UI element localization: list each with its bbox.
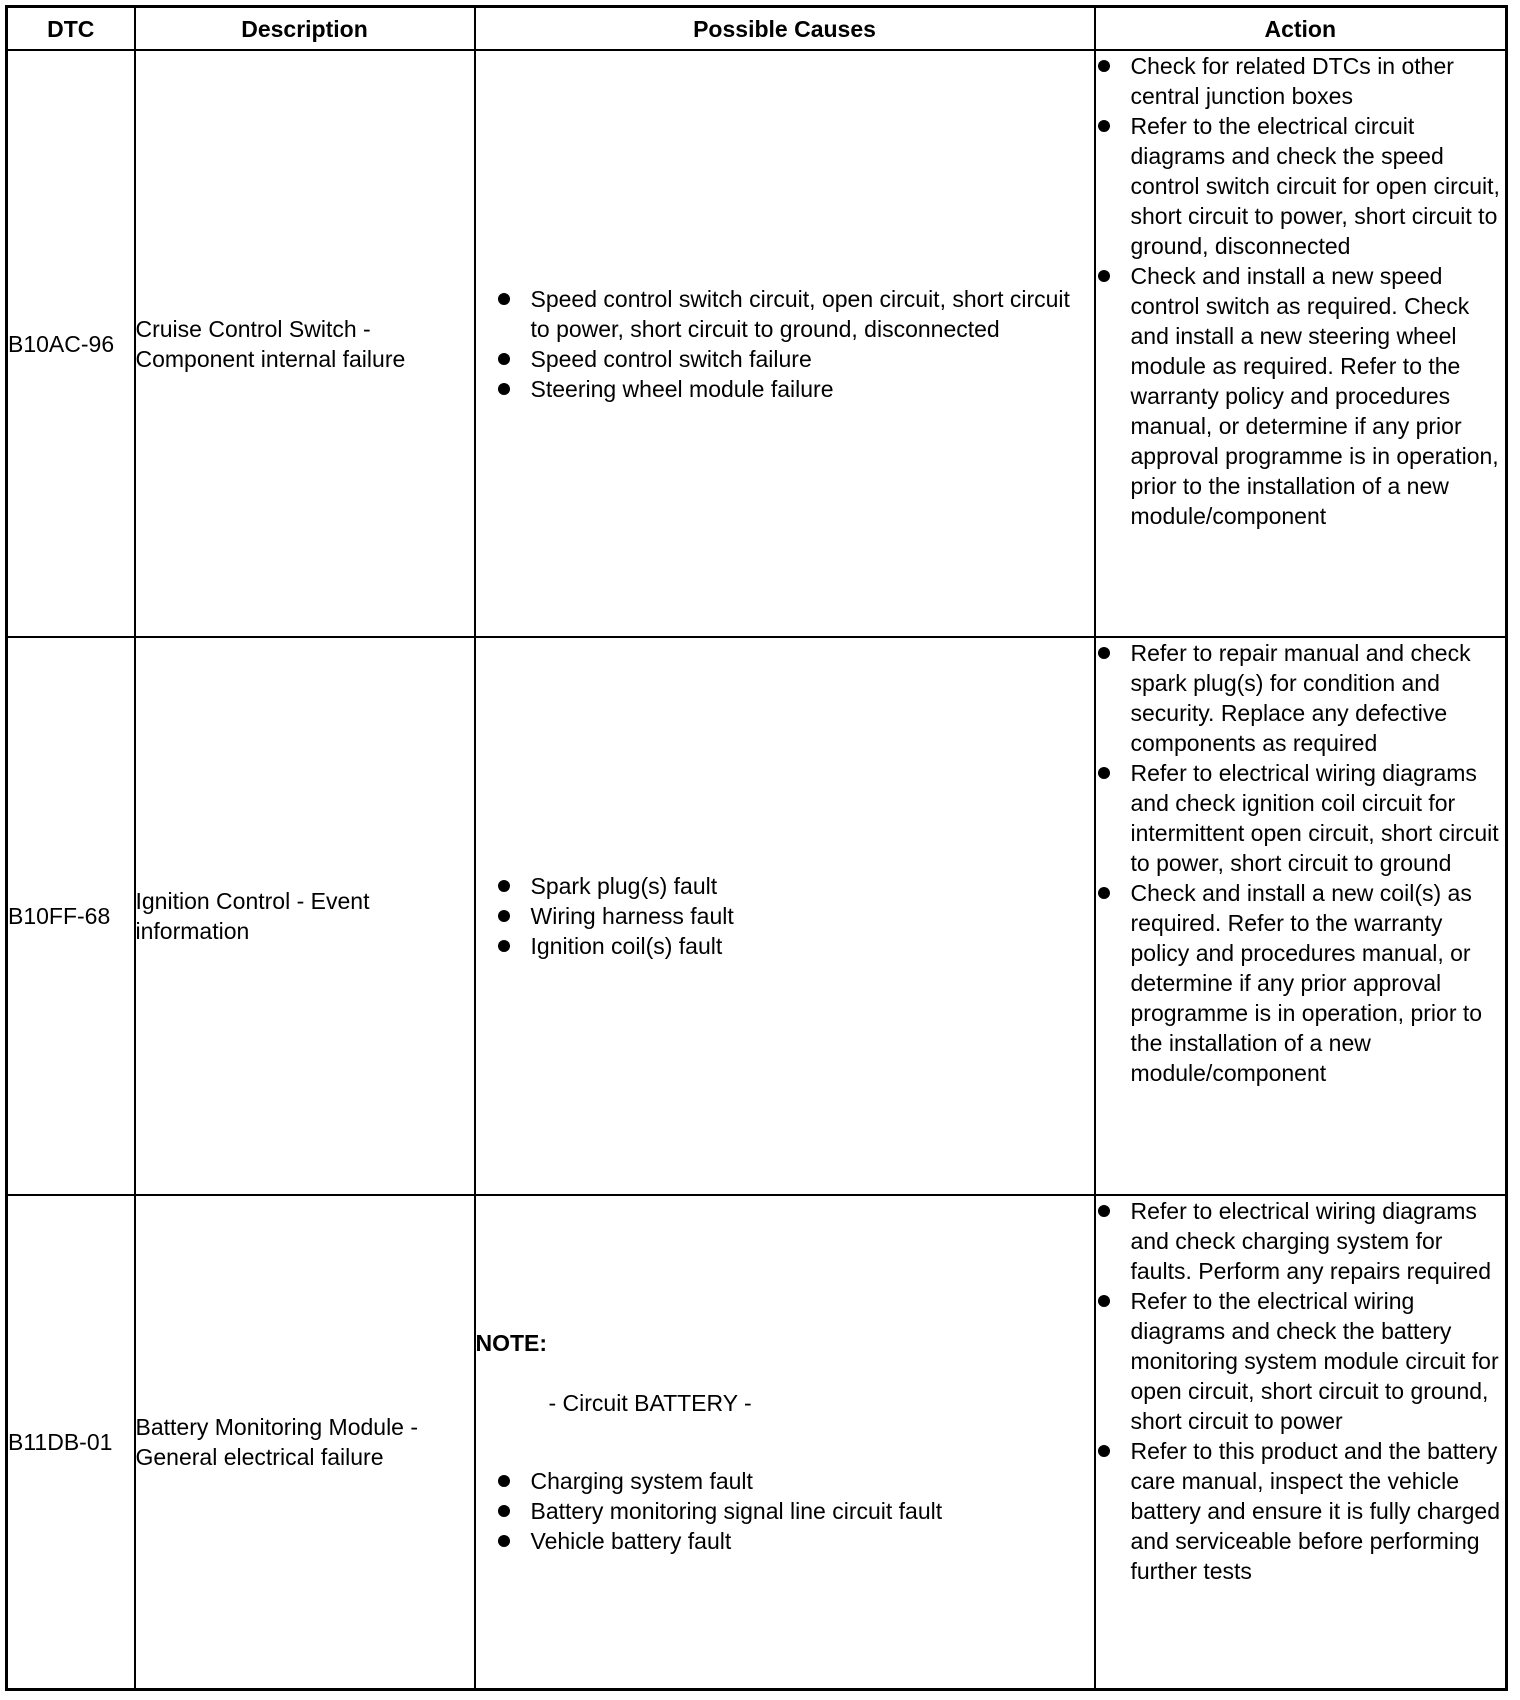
cause-item: Ignition coil(s) fault <box>496 931 1094 961</box>
action-item: Refer to repair manual and check spark plug(s) for condition and security. Replace any defective components as required <box>1096 638 1506 758</box>
possible-causes <box>475 1195 1095 1690</box>
cause-item: Speed control switch circuit, open circuit, short circuit to power, short circuit to ground, disconnected <box>496 284 1094 344</box>
action-item: Refer to the electrical circuit diagrams and check the speed control switch circuit for open circuit, short circuit to power, short circuit to ground, disconnected <box>1096 111 1506 261</box>
actions <box>1095 1195 1507 1690</box>
table-row <box>7 637 1507 1195</box>
action-item: Check and install a new coil(s) as required. Refer to the warranty policy and procedures manual, or determine if any prior approval programme is in operation, prior to the installation of a new module/component <box>1096 878 1506 1088</box>
header-possible-causes: Possible Causes <box>475 7 1095 51</box>
actions <box>1095 637 1507 1195</box>
table-row <box>7 1195 1507 1690</box>
cause-item: Battery monitoring signal line circuit fault <box>496 1496 1094 1526</box>
note-label: NOTE: <box>475 1330 548 1356</box>
header-action: Action <box>1095 7 1507 51</box>
header-dtc: DTC <box>7 7 135 51</box>
cause-list <box>476 284 1094 404</box>
action-item: Refer to this product and the battery care manual, inspect the vehicle battery and ensure it is fully charged and serviceable before performing further tests <box>1096 1436 1506 1586</box>
cause-item: Spark plug(s) fault <box>496 871 1094 901</box>
dtc-code: B10AC-96 <box>7 50 135 637</box>
action-item: Refer to electrical wiring diagrams and check charging system for faults. Perform any repairs required <box>1096 1196 1506 1286</box>
dtc-description: Ignition Control - Event information <box>135 637 475 1195</box>
header-row <box>7 7 1507 51</box>
cause-item: Wiring harness fault <box>496 901 1094 931</box>
possible-causes <box>475 50 1095 637</box>
note-circuit: - Circuit BATTERY - <box>548 1390 752 1416</box>
cause-list <box>476 871 1094 961</box>
dtc-description: Cruise Control Switch - Component internal failure <box>135 50 475 637</box>
dtc-code: B11DB-01 <box>7 1195 135 1690</box>
header-description: Description <box>135 7 475 51</box>
cause-item: Vehicle battery fault <box>496 1526 1094 1556</box>
action-list <box>1096 1196 1506 1586</box>
cause-item: Steering wheel module failure <box>496 374 1094 404</box>
action-item: Check for related DTCs in other central junction boxes <box>1096 51 1506 111</box>
cause-list <box>476 1466 1094 1556</box>
dtc-table <box>5 5 1508 1691</box>
cause-item: Charging system fault <box>496 1466 1094 1496</box>
cause-item: Speed control switch failure <box>496 344 1094 374</box>
action-item: Refer to electrical wiring diagrams and check ignition coil circuit for intermittent open circuit, short circuit to power, short circuit to ground <box>1096 758 1506 878</box>
possible-causes <box>475 637 1095 1195</box>
dtc-description: Battery Monitoring Module - General electrical failure <box>135 1195 475 1690</box>
action-item: Refer to the electrical wiring diagrams and check the battery monitoring system module circuit for open circuit, short circuit to ground, short circuit to power <box>1096 1286 1506 1436</box>
action-list <box>1096 51 1506 531</box>
action-list <box>1096 638 1506 1088</box>
action-item: Check and install a new speed control switch as required. Check and install a new steering wheel module as required. Refer to the warranty policy and procedures manual, or determine if any prior approval programme is in operation, prior to the installation of a new module/component <box>1096 261 1506 531</box>
table-row <box>7 50 1507 637</box>
actions <box>1095 50 1507 637</box>
dtc-code: B10FF-68 <box>7 637 135 1195</box>
